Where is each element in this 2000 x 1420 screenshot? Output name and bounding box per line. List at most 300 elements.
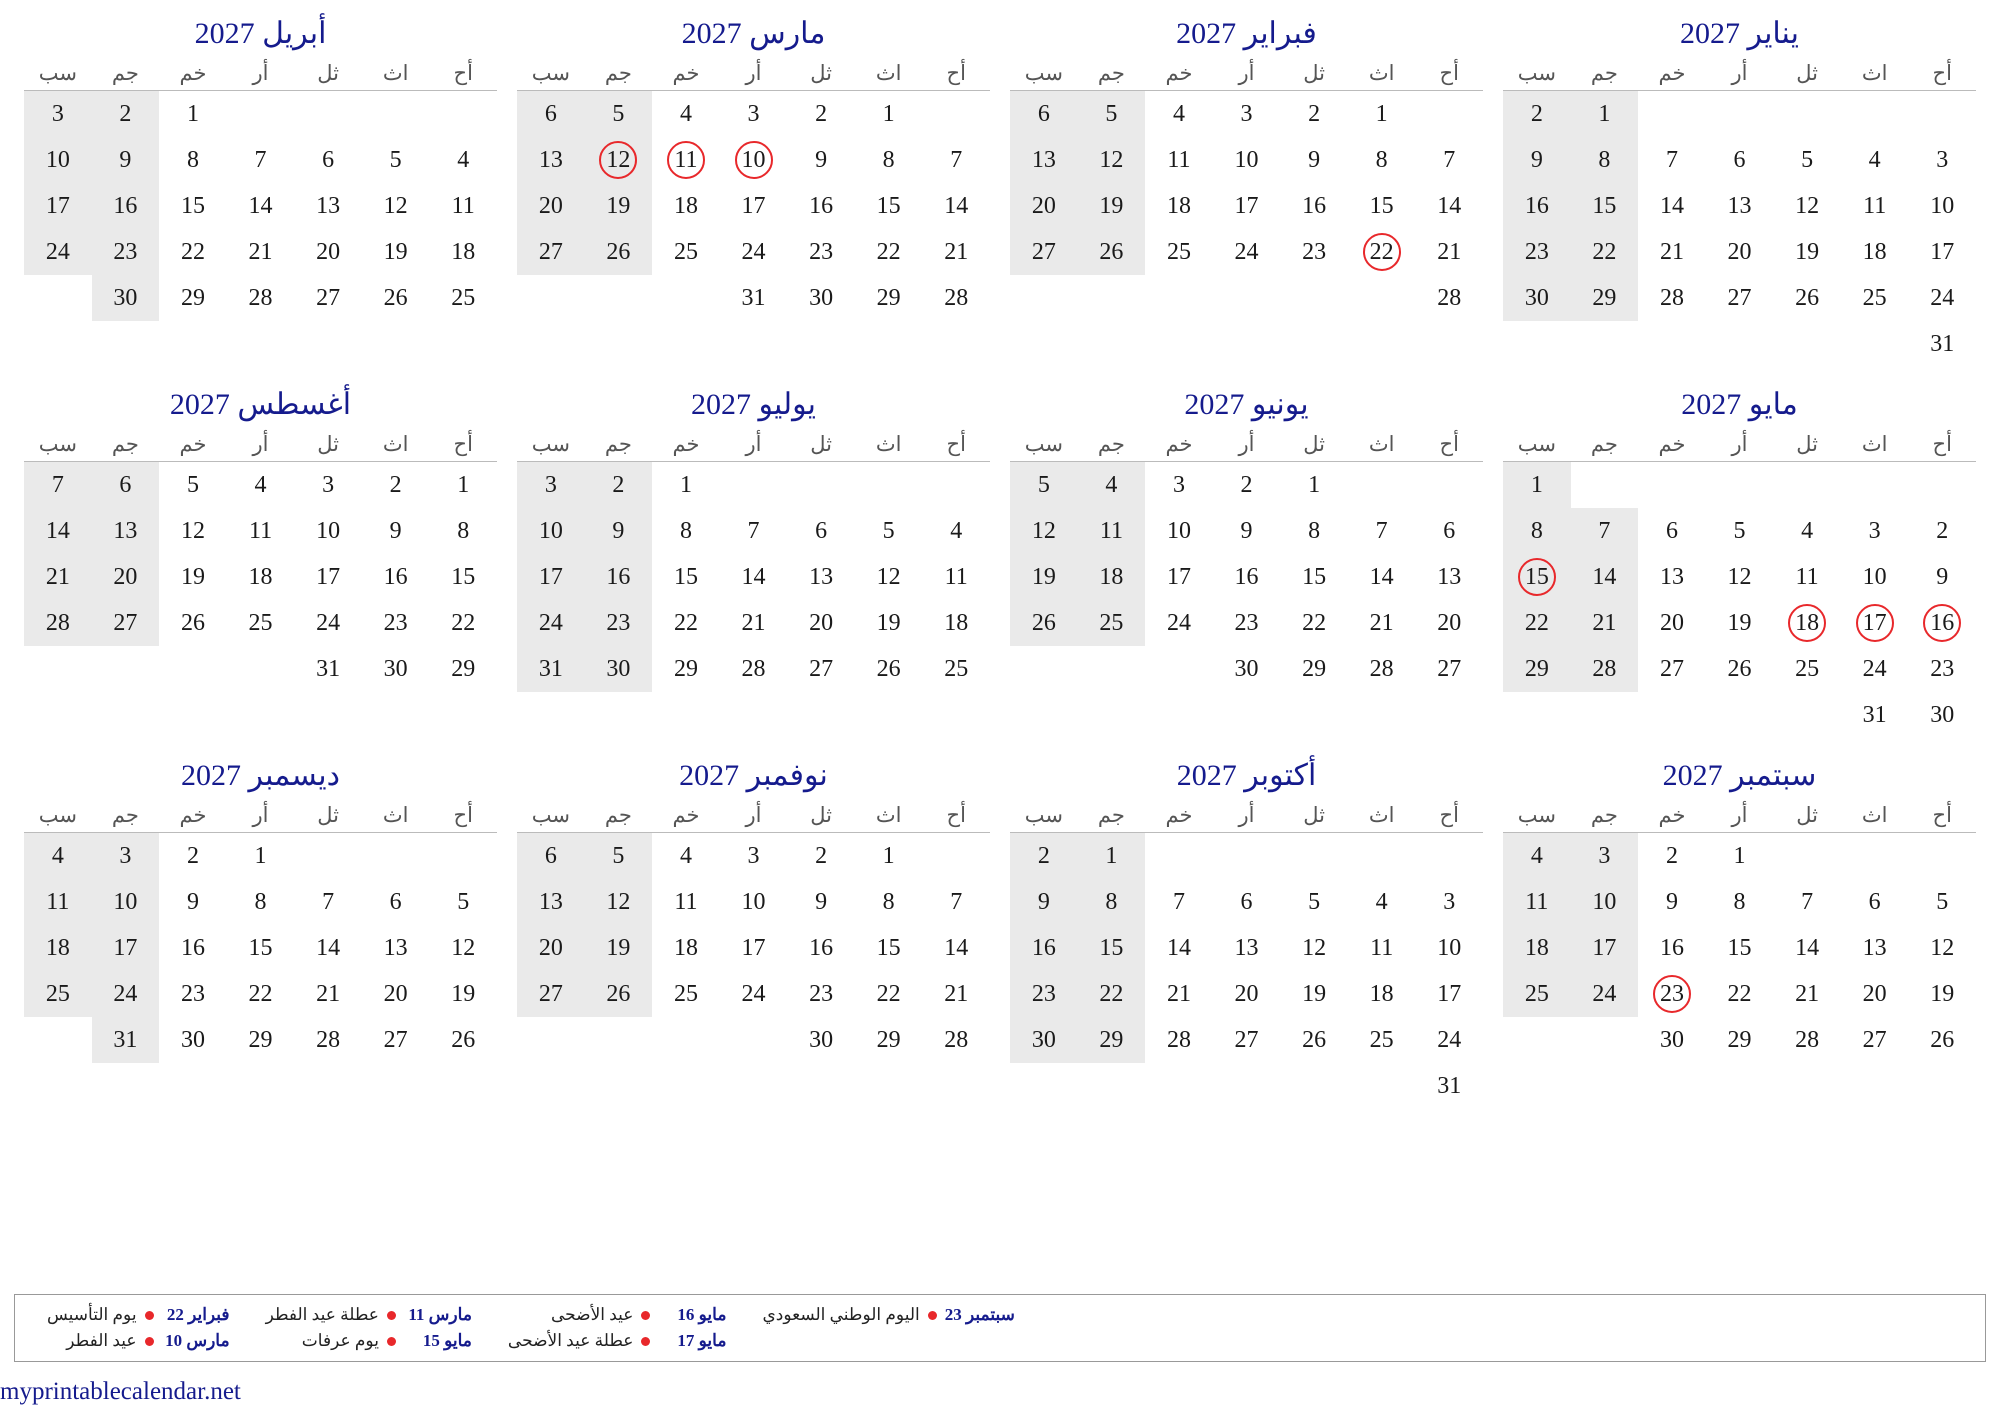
day-cell[interactable] [429, 229, 497, 275]
day-cell[interactable] [362, 646, 430, 692]
day-cell[interactable] [720, 879, 788, 925]
day-cell[interactable] [1010, 462, 1078, 509]
day-cell[interactable] [1773, 554, 1841, 600]
day-cell[interactable] [362, 925, 430, 971]
day-cell[interactable] [159, 137, 227, 183]
day-cell[interactable] [1078, 833, 1146, 880]
day-cell[interactable] [1773, 1017, 1841, 1063]
day-cell[interactable] [652, 971, 720, 1017]
day-cell[interactable] [429, 137, 497, 183]
day-cell[interactable] [362, 600, 430, 646]
day-cell[interactable] [1908, 692, 1976, 738]
day-cell[interactable] [24, 879, 92, 925]
day-cell[interactable] [1503, 229, 1571, 275]
day-cell[interactable] [1213, 91, 1281, 138]
day-cell[interactable] [159, 91, 227, 138]
day-cell[interactable] [227, 925, 295, 971]
day-cell[interactable] [855, 183, 923, 229]
day-cell[interactable] [1638, 508, 1706, 554]
day-cell[interactable] [159, 554, 227, 600]
day-cell[interactable] [429, 554, 497, 600]
day-cell[interactable] [1145, 183, 1213, 229]
day-cell[interactable] [585, 229, 653, 275]
day-cell[interactable] [1280, 554, 1348, 600]
day-cell[interactable] [585, 554, 653, 600]
day-cell[interactable] [1010, 91, 1078, 138]
day-cell[interactable] [517, 879, 585, 925]
day-cell[interactable] [1078, 462, 1146, 509]
day-cell[interactable] [1280, 971, 1348, 1017]
day-cell[interactable] [652, 925, 720, 971]
day-cell[interactable] [720, 554, 788, 600]
day-cell[interactable] [1706, 971, 1774, 1017]
day-cell[interactable] [92, 275, 160, 321]
day-cell[interactable] [159, 971, 227, 1017]
day-cell[interactable] [720, 646, 788, 692]
day-cell[interactable] [159, 462, 227, 509]
day-cell[interactable] [1415, 1017, 1483, 1063]
day-cell[interactable] [1638, 646, 1706, 692]
day-cell[interactable] [92, 91, 160, 138]
day-cell[interactable] [1213, 229, 1281, 275]
day-cell[interactable] [1638, 925, 1706, 971]
day-cell[interactable] [922, 925, 990, 971]
day-cell[interactable] [1348, 229, 1416, 275]
day-cell[interactable] [227, 229, 295, 275]
day-cell[interactable] [159, 600, 227, 646]
day-cell[interactable] [855, 137, 923, 183]
day-cell[interactable] [1078, 600, 1146, 646]
day-cell[interactable] [24, 508, 92, 554]
day-cell[interactable] [92, 1017, 160, 1063]
day-cell[interactable] [1908, 879, 1976, 925]
day-cell[interactable] [1280, 600, 1348, 646]
day-cell[interactable] [855, 833, 923, 880]
day-cell[interactable] [1841, 879, 1909, 925]
day-cell[interactable] [855, 91, 923, 138]
day-cell[interactable] [429, 646, 497, 692]
day-cell[interactable] [1010, 554, 1078, 600]
day-cell[interactable] [787, 1017, 855, 1063]
day-cell[interactable] [1348, 1017, 1416, 1063]
day-cell[interactable] [787, 91, 855, 138]
day-cell[interactable] [227, 508, 295, 554]
day-cell[interactable] [227, 833, 295, 880]
day-cell[interactable] [787, 229, 855, 275]
day-cell[interactable] [1571, 275, 1639, 321]
day-cell[interactable] [1280, 508, 1348, 554]
day-cell[interactable] [585, 137, 653, 183]
day-cell[interactable] [1706, 1017, 1774, 1063]
day-cell[interactable] [1280, 183, 1348, 229]
day-cell[interactable] [1841, 275, 1909, 321]
day-cell[interactable] [652, 91, 720, 138]
day-cell[interactable] [517, 508, 585, 554]
day-cell[interactable] [227, 1017, 295, 1063]
day-cell[interactable] [92, 971, 160, 1017]
day-cell[interactable] [1415, 229, 1483, 275]
day-cell[interactable] [1908, 1017, 1976, 1063]
day-cell[interactable] [24, 554, 92, 600]
day-cell[interactable] [1908, 646, 1976, 692]
day-cell[interactable] [1706, 925, 1774, 971]
site-url-link[interactable]: myprintablecalendar.net [0, 1378, 241, 1405]
day-cell[interactable] [362, 275, 430, 321]
day-cell[interactable] [227, 462, 295, 509]
day-cell[interactable] [1415, 183, 1483, 229]
day-cell[interactable] [517, 91, 585, 138]
day-cell[interactable] [294, 462, 362, 509]
day-cell[interactable] [1908, 925, 1976, 971]
day-cell[interactable] [922, 275, 990, 321]
day-cell[interactable] [1841, 508, 1909, 554]
day-cell[interactable] [1503, 183, 1571, 229]
day-cell[interactable] [429, 508, 497, 554]
day-cell[interactable] [294, 925, 362, 971]
day-cell[interactable] [159, 879, 227, 925]
day-cell[interactable] [652, 833, 720, 880]
day-cell[interactable] [294, 508, 362, 554]
day-cell[interactable] [585, 183, 653, 229]
day-cell[interactable] [1348, 137, 1416, 183]
day-cell[interactable] [227, 275, 295, 321]
day-cell[interactable] [855, 229, 923, 275]
day-cell[interactable] [92, 879, 160, 925]
day-cell[interactable] [652, 137, 720, 183]
day-cell[interactable] [1908, 971, 1976, 1017]
day-cell[interactable] [1773, 229, 1841, 275]
day-cell[interactable] [720, 183, 788, 229]
day-cell[interactable] [362, 554, 430, 600]
day-cell[interactable] [1348, 183, 1416, 229]
day-cell[interactable] [1773, 925, 1841, 971]
day-cell[interactable] [1145, 925, 1213, 971]
day-cell[interactable] [1078, 229, 1146, 275]
day-cell[interactable] [1078, 971, 1146, 1017]
day-cell[interactable] [362, 1017, 430, 1063]
day-cell[interactable] [159, 508, 227, 554]
day-cell[interactable] [1706, 229, 1774, 275]
day-cell[interactable] [720, 91, 788, 138]
day-cell[interactable] [1571, 183, 1639, 229]
day-cell[interactable] [92, 508, 160, 554]
day-cell[interactable] [1010, 879, 1078, 925]
day-cell[interactable] [1348, 508, 1416, 554]
day-cell[interactable] [517, 183, 585, 229]
day-cell[interactable] [1415, 646, 1483, 692]
day-cell[interactable] [1010, 1017, 1078, 1063]
day-cell[interactable] [1571, 137, 1639, 183]
day-cell[interactable] [922, 879, 990, 925]
day-cell[interactable] [1415, 275, 1483, 321]
day-cell[interactable] [1280, 229, 1348, 275]
day-cell[interactable] [1841, 229, 1909, 275]
day-cell[interactable] [787, 508, 855, 554]
day-cell[interactable] [1415, 925, 1483, 971]
day-cell[interactable] [787, 275, 855, 321]
day-cell[interactable] [922, 646, 990, 692]
day-cell[interactable] [1773, 183, 1841, 229]
day-cell[interactable] [720, 508, 788, 554]
day-cell[interactable] [1010, 600, 1078, 646]
day-cell[interactable] [585, 971, 653, 1017]
day-cell[interactable] [1503, 275, 1571, 321]
day-cell[interactable] [362, 879, 430, 925]
day-cell[interactable] [1213, 879, 1281, 925]
day-cell[interactable] [1638, 229, 1706, 275]
day-cell[interactable] [1010, 137, 1078, 183]
day-cell[interactable] [92, 554, 160, 600]
day-cell[interactable] [92, 833, 160, 880]
day-cell[interactable] [652, 508, 720, 554]
day-cell[interactable] [1415, 971, 1483, 1017]
day-cell[interactable] [92, 600, 160, 646]
day-cell[interactable] [1010, 183, 1078, 229]
day-cell[interactable] [1348, 971, 1416, 1017]
day-cell[interactable] [227, 600, 295, 646]
day-cell[interactable] [429, 275, 497, 321]
day-cell[interactable] [1503, 833, 1571, 880]
day-cell[interactable] [1280, 646, 1348, 692]
day-cell[interactable] [362, 508, 430, 554]
day-cell[interactable] [922, 971, 990, 1017]
day-cell[interactable] [1010, 229, 1078, 275]
day-cell[interactable] [855, 508, 923, 554]
day-cell[interactable] [922, 554, 990, 600]
day-cell[interactable] [1841, 1017, 1909, 1063]
day-cell[interactable] [1908, 229, 1976, 275]
day-cell[interactable] [362, 229, 430, 275]
day-cell[interactable] [227, 137, 295, 183]
day-cell[interactable] [720, 971, 788, 1017]
day-cell[interactable] [1706, 183, 1774, 229]
day-cell[interactable] [585, 925, 653, 971]
day-cell[interactable] [1280, 925, 1348, 971]
day-cell[interactable] [720, 137, 788, 183]
day-cell[interactable] [517, 833, 585, 880]
day-cell[interactable] [92, 462, 160, 509]
day-cell[interactable] [787, 971, 855, 1017]
day-cell[interactable] [922, 137, 990, 183]
day-cell[interactable] [585, 91, 653, 138]
day-cell[interactable] [92, 183, 160, 229]
day-cell[interactable] [1010, 508, 1078, 554]
day-cell[interactable] [787, 137, 855, 183]
day-cell[interactable] [1145, 508, 1213, 554]
day-cell[interactable] [1841, 554, 1909, 600]
day-cell[interactable] [1213, 600, 1281, 646]
day-cell[interactable] [720, 229, 788, 275]
day-cell[interactable] [1145, 137, 1213, 183]
day-cell[interactable] [1773, 646, 1841, 692]
day-cell[interactable] [1348, 91, 1416, 138]
day-cell[interactable] [1571, 971, 1639, 1017]
day-cell[interactable] [1503, 646, 1571, 692]
day-cell[interactable] [652, 646, 720, 692]
day-cell[interactable] [1078, 925, 1146, 971]
day-cell[interactable] [24, 833, 92, 880]
day-cell[interactable] [1348, 879, 1416, 925]
day-cell[interactable] [720, 833, 788, 880]
day-cell[interactable] [585, 833, 653, 880]
day-cell[interactable] [1571, 646, 1639, 692]
day-cell[interactable] [1145, 971, 1213, 1017]
day-cell[interactable] [1145, 91, 1213, 138]
day-cell[interactable] [294, 646, 362, 692]
day-cell[interactable] [24, 229, 92, 275]
day-cell[interactable] [1638, 554, 1706, 600]
day-cell[interactable] [294, 879, 362, 925]
day-cell[interactable] [24, 971, 92, 1017]
day-cell[interactable] [652, 462, 720, 509]
day-cell[interactable] [1571, 508, 1639, 554]
day-cell[interactable] [1638, 137, 1706, 183]
day-cell[interactable] [227, 971, 295, 1017]
day-cell[interactable] [720, 275, 788, 321]
day-cell[interactable] [1706, 508, 1774, 554]
day-cell[interactable] [294, 275, 362, 321]
day-cell[interactable] [1503, 971, 1571, 1017]
day-cell[interactable] [652, 229, 720, 275]
day-cell[interactable] [294, 183, 362, 229]
day-cell[interactable] [855, 1017, 923, 1063]
day-cell[interactable] [922, 600, 990, 646]
day-cell[interactable] [922, 183, 990, 229]
day-cell[interactable] [227, 554, 295, 600]
day-cell[interactable] [1280, 91, 1348, 138]
day-cell[interactable] [1706, 646, 1774, 692]
day-cell[interactable] [1213, 137, 1281, 183]
day-cell[interactable] [1773, 879, 1841, 925]
day-cell[interactable] [1078, 183, 1146, 229]
day-cell[interactable] [1841, 646, 1909, 692]
day-cell[interactable] [429, 1017, 497, 1063]
day-cell[interactable] [429, 879, 497, 925]
day-cell[interactable] [1503, 600, 1571, 646]
day-cell[interactable] [1638, 1017, 1706, 1063]
day-cell[interactable] [24, 183, 92, 229]
day-cell[interactable] [1908, 600, 1976, 646]
day-cell[interactable] [1841, 600, 1909, 646]
day-cell[interactable] [1010, 833, 1078, 880]
day-cell[interactable] [855, 925, 923, 971]
day-cell[interactable] [1773, 971, 1841, 1017]
day-cell[interactable] [1638, 833, 1706, 880]
day-cell[interactable] [1571, 554, 1639, 600]
day-cell[interactable] [1908, 321, 1976, 367]
day-cell[interactable] [1348, 925, 1416, 971]
day-cell[interactable] [24, 91, 92, 138]
day-cell[interactable] [1010, 925, 1078, 971]
day-cell[interactable] [787, 925, 855, 971]
day-cell[interactable] [1773, 600, 1841, 646]
day-cell[interactable] [362, 462, 430, 509]
day-cell[interactable] [92, 925, 160, 971]
day-cell[interactable] [1145, 1017, 1213, 1063]
day-cell[interactable] [1213, 971, 1281, 1017]
day-cell[interactable] [1638, 183, 1706, 229]
day-cell[interactable] [1706, 137, 1774, 183]
day-cell[interactable] [1145, 600, 1213, 646]
day-cell[interactable] [159, 275, 227, 321]
day-cell[interactable] [1908, 508, 1976, 554]
day-cell[interactable] [294, 1017, 362, 1063]
day-cell[interactable] [362, 971, 430, 1017]
day-cell[interactable] [1415, 600, 1483, 646]
day-cell[interactable] [787, 879, 855, 925]
day-cell[interactable] [24, 600, 92, 646]
day-cell[interactable] [1145, 229, 1213, 275]
day-cell[interactable] [1503, 554, 1571, 600]
day-cell[interactable] [429, 925, 497, 971]
day-cell[interactable] [855, 879, 923, 925]
day-cell[interactable] [787, 833, 855, 880]
day-cell[interactable] [294, 600, 362, 646]
day-cell[interactable] [1706, 275, 1774, 321]
day-cell[interactable] [652, 600, 720, 646]
day-cell[interactable] [1280, 1017, 1348, 1063]
day-cell[interactable] [922, 1017, 990, 1063]
day-cell[interactable] [585, 879, 653, 925]
day-cell[interactable] [1908, 275, 1976, 321]
day-cell[interactable] [517, 600, 585, 646]
day-cell[interactable] [362, 183, 430, 229]
day-cell[interactable] [1213, 1017, 1281, 1063]
day-cell[interactable] [1571, 91, 1639, 138]
day-cell[interactable] [720, 600, 788, 646]
day-cell[interactable] [1280, 879, 1348, 925]
day-cell[interactable] [1213, 925, 1281, 971]
day-cell[interactable] [1348, 600, 1416, 646]
day-cell[interactable] [1503, 879, 1571, 925]
day-cell[interactable] [855, 554, 923, 600]
day-cell[interactable] [585, 646, 653, 692]
day-cell[interactable] [1078, 508, 1146, 554]
day-cell[interactable] [585, 462, 653, 509]
day-cell[interactable] [517, 646, 585, 692]
day-cell[interactable] [1503, 508, 1571, 554]
day-cell[interactable] [227, 879, 295, 925]
day-cell[interactable] [1280, 462, 1348, 509]
day-cell[interactable] [1638, 275, 1706, 321]
day-cell[interactable] [1213, 554, 1281, 600]
day-cell[interactable] [720, 925, 788, 971]
day-cell[interactable] [1908, 554, 1976, 600]
day-cell[interactable] [652, 183, 720, 229]
day-cell[interactable] [1841, 971, 1909, 1017]
day-cell[interactable] [294, 971, 362, 1017]
day-cell[interactable] [517, 554, 585, 600]
day-cell[interactable] [652, 554, 720, 600]
day-cell[interactable] [294, 229, 362, 275]
day-cell[interactable] [1415, 508, 1483, 554]
day-cell[interactable] [24, 925, 92, 971]
day-cell[interactable] [1348, 646, 1416, 692]
day-cell[interactable] [1638, 879, 1706, 925]
day-cell[interactable] [1841, 137, 1909, 183]
day-cell[interactable] [294, 137, 362, 183]
day-cell[interactable] [429, 971, 497, 1017]
day-cell[interactable] [227, 183, 295, 229]
day-cell[interactable] [24, 137, 92, 183]
day-cell[interactable] [1213, 508, 1281, 554]
day-cell[interactable] [1078, 554, 1146, 600]
day-cell[interactable] [1145, 554, 1213, 600]
day-cell[interactable] [92, 229, 160, 275]
day-cell[interactable] [1145, 462, 1213, 509]
day-cell[interactable] [429, 183, 497, 229]
day-cell[interactable] [1706, 879, 1774, 925]
